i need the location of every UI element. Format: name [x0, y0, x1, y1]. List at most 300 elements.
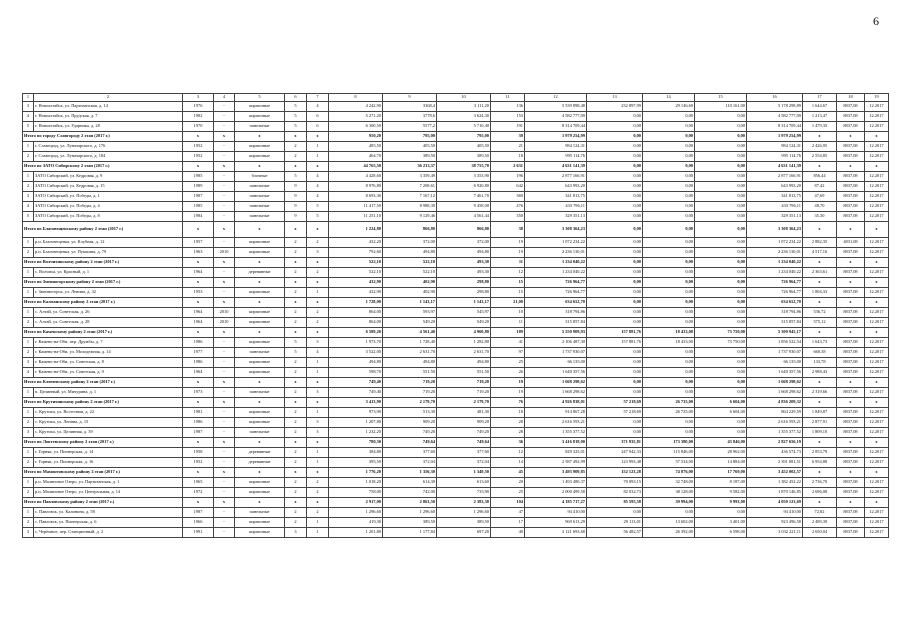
table-cell: 36: [491, 438, 525, 448]
table-cell: 12.2017: [865, 508, 889, 518]
table-row: [23, 508, 889, 518]
column-number: 12: [525, 94, 587, 102]
table-cell: р.п. Малиновое Озеро, ул. Партизанская, д. 1: [34, 478, 183, 488]
table-cell: 1952: [183, 458, 214, 468]
table-cell: 909,20: [383, 418, 437, 428]
table-row: [23, 478, 889, 488]
table-cell: 1964: [183, 308, 214, 318]
table-cell: 1964: [183, 318, 214, 328]
table-cell: 110 161,00: [695, 102, 747, 112]
table-cell: x: [837, 222, 865, 238]
table-cell: 1952: [183, 142, 214, 152]
table-row: [23, 288, 889, 298]
table-cell: 2: [285, 478, 307, 488]
table-cell: 0,00: [695, 288, 747, 298]
table-cell: 0,00: [587, 132, 643, 142]
table-cell: 1 668 298,62: [747, 388, 803, 398]
table-cell: 12.2017: [865, 202, 889, 212]
table-cell: -: [214, 172, 235, 182]
table-cell: 3368,4: [383, 102, 437, 112]
table-cell: -: [214, 182, 235, 192]
table-cell: 2 877,91: [803, 418, 837, 428]
table-cell: 8837,08: [837, 248, 865, 258]
table-cell: 341 813,75: [747, 192, 803, 202]
table-cell: -: [214, 478, 235, 488]
column-number: 8: [329, 94, 383, 102]
table-cell: 1966: [183, 518, 214, 528]
table-cell: x: [803, 328, 837, 338]
table-cell: Итого по Крутихинскому району 2 этап (2017 г.): [23, 398, 183, 408]
table-cell: 2: [23, 518, 34, 528]
table-cell: 2 616 593,21: [747, 418, 803, 428]
table-cell: блочные: [235, 172, 285, 182]
column-number: 2: [34, 94, 183, 102]
table-cell: 2 877 166,91: [747, 172, 803, 182]
table-cell: 395,50: [329, 458, 383, 468]
table-cell: 780,30: [329, 438, 383, 448]
table-cell: 1: [307, 518, 329, 528]
table-cell: 1: [23, 388, 34, 398]
table-cell: 1 668 298,62: [747, 378, 803, 388]
table-cell: 522,10: [329, 268, 383, 278]
table-cell: 8 314 709,44: [747, 122, 803, 132]
table-cell: 1: [307, 528, 329, 538]
table-cell: 432,20: [329, 238, 383, 248]
table-cell: x: [803, 162, 837, 172]
table-cell: панельные: [235, 122, 285, 132]
table-cell: 1 072 234,22: [747, 238, 803, 248]
table-row: [23, 448, 889, 458]
table-cell: 20: [491, 478, 525, 488]
table-cell: 6 920,80: [437, 182, 491, 192]
table-cell: 2010: [214, 318, 235, 328]
table-cell: 0,00: [643, 378, 695, 388]
table-cell: 1: [23, 268, 34, 278]
table-cell: 8837,08: [837, 508, 865, 518]
table-cell: 1: [307, 152, 329, 162]
table-cell: г. Новоалтайск, ул. Ударника, д. 28: [34, 122, 183, 132]
table-cell: 1977: [183, 348, 214, 358]
table-cell: -: [214, 142, 235, 152]
table-cell: 1973: [183, 388, 214, 398]
table-cell: 0,00: [643, 152, 695, 162]
table-cell: 8837,08: [837, 122, 865, 132]
table-cell: 4: [307, 102, 329, 112]
table-cell: 2: [285, 248, 307, 258]
table-cell: 3 416 818,00: [525, 438, 587, 448]
table-cell: x: [865, 298, 889, 308]
table-cell: 12.2017: [865, 318, 889, 328]
table-cell: 2 827 656,19: [747, 438, 803, 448]
table-cell: x: [803, 498, 837, 508]
table-cell: 9 458,00: [437, 202, 491, 212]
table-cell: 2: [285, 238, 307, 248]
table-cell: кирпичные: [235, 238, 285, 248]
table-cell: 950,20: [329, 132, 383, 142]
table-cell: 2010: [214, 248, 235, 258]
table-cell: с. Крутиха, ул. Ленина, д. 15: [34, 418, 183, 428]
table-cell: 2: [307, 318, 329, 328]
table-cell: x: [183, 132, 214, 142]
table-cell: x: [285, 258, 307, 268]
table-cell: 598,70: [329, 368, 383, 378]
table-cell: x: [307, 222, 329, 238]
table-cell: 1: [307, 448, 329, 458]
table-cell: -: [214, 122, 235, 132]
table-cell: 726 964,77: [747, 288, 803, 298]
table-cell: x: [183, 298, 214, 308]
table-cell: 12.2017: [865, 528, 889, 538]
table-cell: 2: [307, 478, 329, 488]
column-number: 10: [437, 94, 491, 102]
table-row: [23, 348, 889, 358]
table-cell: 8837,08: [837, 418, 865, 428]
table-cell: 318 794,86: [525, 308, 587, 318]
table-cell: 136: [491, 102, 525, 112]
table-cell: 2 650,04: [803, 528, 837, 538]
table-cell: x: [307, 328, 329, 338]
table-cell: г. Новоалтайск, ул. Прудская, д. 7: [34, 112, 183, 122]
table-cell: 0,00: [587, 212, 643, 222]
table-cell: 4 926 838,01: [525, 398, 587, 408]
table-cell: x: [214, 398, 235, 408]
table-cell: 0,00: [695, 358, 747, 368]
table-row: [23, 418, 889, 428]
table-cell: x: [865, 258, 889, 268]
table-cell: x: [837, 398, 865, 408]
table-cell: 1 355 377,52: [747, 428, 803, 438]
table-cell: 749,64: [383, 438, 437, 448]
table-cell: 4: [307, 172, 329, 182]
table-cell: x: [865, 468, 889, 478]
table-cell: 189: [491, 328, 525, 338]
table-cell: 436 574,73: [747, 448, 803, 458]
table-cell: 1 234 040,22: [747, 268, 803, 278]
table-cell: 87,42: [803, 182, 837, 192]
table-cell: 1 232,20: [329, 428, 383, 438]
table-cell: 32 748,00: [643, 478, 695, 488]
table-cell: 0,00: [643, 202, 695, 212]
table-cell: 1 282,80: [437, 338, 491, 348]
subtotal-row: [23, 468, 889, 478]
table-cell: р.п. Малиновое Озеро, ул. Центральная, д. 14: [34, 488, 183, 498]
table-cell: 0,00: [643, 368, 695, 378]
table-cell: x: [214, 468, 235, 478]
table-cell: x: [235, 222, 285, 238]
table-cell: 1: [23, 508, 34, 518]
table-cell: 389,50: [437, 518, 491, 528]
table-cell: x: [285, 298, 307, 308]
table-cell: 2: [285, 388, 307, 398]
table-cell: 2 236 130,01: [525, 248, 587, 258]
table-cell: 2 882,35: [803, 238, 837, 248]
table-cell: 12: [491, 268, 525, 278]
table-cell: кирпичные: [235, 478, 285, 488]
table-cell: 2: [307, 238, 329, 248]
table-cell: 726 964,77: [525, 288, 587, 298]
table-cell: -: [214, 358, 235, 368]
table-cell: x: [803, 132, 837, 142]
table-cell: г. Горняк, ул. Пионерская, д. 14: [34, 448, 183, 458]
table-cell: 864,00: [329, 308, 383, 318]
table-cell: x: [307, 258, 329, 268]
table-cell: 8837,08: [837, 318, 865, 328]
table-row: [23, 122, 889, 132]
table-cell: x: [865, 278, 889, 288]
table-cell: 0,00: [587, 368, 643, 378]
table-cell: 4 582 777,09: [525, 112, 587, 122]
table-cell: x: [285, 498, 307, 508]
table-cell: кирпичные: [235, 488, 285, 498]
table-cell: 3: [285, 528, 307, 538]
table-cell: 76: [491, 398, 525, 408]
table-cell: 247 942,33: [587, 448, 643, 458]
table-cell: 14: [491, 458, 525, 468]
table-cell: x: [235, 132, 285, 142]
table-cell: 464,70: [329, 152, 383, 162]
table-cell: 2 383,30: [437, 498, 491, 508]
table-cell: 29 146,60: [643, 102, 695, 112]
table-row: [23, 112, 889, 122]
table-cell: 12.2017: [865, 458, 889, 468]
table-cell: 0,00: [587, 418, 643, 428]
table-cell: x: [235, 298, 285, 308]
column-number: 1: [23, 94, 34, 102]
table-cell: 2: [285, 308, 307, 318]
table-cell: 0,00: [643, 112, 695, 122]
table-cell: 2: [285, 408, 307, 418]
table-cell: 28 962,00: [695, 448, 747, 458]
table-cell: панельные: [235, 388, 285, 398]
table-cell: 1 979 254,99: [525, 132, 587, 142]
table-cell: x: [837, 278, 865, 288]
table-cell: 2: [307, 508, 329, 518]
table-row: [23, 192, 889, 202]
table-cell: 4: [23, 112, 34, 122]
table-cell: 2: [23, 318, 34, 328]
table-cell: 1 349,50: [437, 468, 491, 478]
table-cell: р.п. Благовещенка, ул. Пушкина, д. 79: [34, 248, 183, 258]
table-cell: 0,00: [643, 318, 695, 328]
table-cell: 14 884,00: [695, 458, 747, 468]
table-cell: 4 428,60: [329, 172, 383, 182]
table-cell: 1972: [183, 488, 214, 498]
table-cell: 2: [285, 268, 307, 278]
table-cell: 1 728,00: [329, 298, 383, 308]
table-cell: 522,10: [383, 258, 437, 268]
table-cell: 719,20: [437, 388, 491, 398]
table-cell: 12.2017: [865, 288, 889, 298]
table-cell: 8837,08: [837, 152, 865, 162]
table-cell: 11: [491, 258, 525, 268]
table-cell: 0,00: [695, 222, 747, 238]
table-cell: 26 735,00: [643, 398, 695, 408]
table-row: [23, 408, 889, 418]
table-cell: 389,50: [437, 152, 491, 162]
table-cell: 73 750,00: [695, 338, 747, 348]
table-cell: 8837,08: [837, 142, 865, 152]
table-cell: x: [235, 438, 285, 448]
table-row: [23, 202, 889, 212]
table-cell: 3 452 002,57: [747, 468, 803, 478]
table-cell: x: [183, 328, 214, 338]
table-row: [23, 518, 889, 528]
table-cell: x: [214, 298, 235, 308]
table-cell: 5 710,40: [437, 122, 491, 132]
table-cell: 3 308 364,23: [525, 222, 587, 238]
table-cell: 0,00: [587, 162, 643, 172]
table-cell: 0,00: [695, 152, 747, 162]
table-cell: 173 380,00: [643, 438, 695, 448]
subtotal-row: [23, 398, 889, 408]
table-cell: x: [803, 438, 837, 448]
table-cell: 1 201,80: [329, 528, 383, 538]
table-cell: 1952: [183, 152, 214, 162]
table-cell: 0,00: [695, 258, 747, 268]
table-cell: 5 539 898,48: [525, 102, 587, 112]
table-cell: -: [214, 112, 235, 122]
subtotal-row: [23, 132, 889, 142]
table-cell: x: [837, 132, 865, 142]
table-cell: 726 964,77: [747, 278, 803, 288]
table-cell: 0,00: [695, 508, 747, 518]
table-cell: 0,00: [643, 308, 695, 318]
table-cell: 1964: [183, 268, 214, 278]
table-cell: ЗАТО Сибирский, ул. Победы, д. 4: [34, 202, 183, 212]
table-cell: x: [803, 222, 837, 238]
table-cell: 66 135,00: [525, 358, 587, 368]
table-cell: 5: [285, 338, 307, 348]
table-cell: x: [235, 162, 285, 172]
table-cell: 12.2017: [865, 182, 889, 192]
table-cell: 6 954,88: [803, 458, 837, 468]
table-cell: с. Павловск, ул. Калинина, д. 58: [34, 508, 183, 518]
table-cell: x: [837, 468, 865, 478]
table-cell: 3778,6: [383, 112, 437, 122]
table-cell: 8837,08: [837, 388, 865, 398]
table-cell: 795,00: [383, 132, 437, 142]
table-cell: 1 356,30: [383, 468, 437, 478]
table-cell: 0,00: [643, 278, 695, 288]
table-cell: x: [285, 222, 307, 238]
table-cell: ЗАТО Сибирский, ул. Победы, д. 1: [34, 192, 183, 202]
table-cell: 12.2017: [865, 418, 889, 428]
table-cell: 3 493 909,85: [525, 468, 587, 478]
table-cell: 5: [285, 122, 307, 132]
table-cell: панельные: [235, 202, 285, 212]
table-cell: 12: [491, 448, 525, 458]
table-cell: 0,00: [695, 202, 747, 212]
table-cell: 3: [23, 528, 34, 538]
table-cell: 3 111,20: [437, 102, 491, 112]
table-cell: г. Камень-на-Оби, пер. Дружбы, д. 7: [34, 338, 183, 348]
table-cell: 0,00: [587, 298, 643, 308]
table-cell: 995 114,76: [747, 152, 803, 162]
page-number: 6: [873, 14, 879, 28]
table-cell: 9 993,00: [695, 498, 747, 508]
table-cell: 12.2017: [865, 478, 889, 488]
table-cell: x: [803, 398, 837, 408]
table-cell: 593,97: [383, 308, 437, 318]
table-cell: 5 550 909,93: [525, 328, 587, 338]
table-cell: 749,64: [437, 438, 491, 448]
table-cell: 984 124,31: [525, 142, 587, 152]
table-cell: -: [214, 202, 235, 212]
table-cell: 792,60: [329, 248, 383, 258]
table-cell: 12.2017: [865, 308, 889, 318]
table-cell: 2: [307, 488, 329, 498]
table-cell: 481,30: [437, 408, 491, 418]
table-cell: 12.2017: [865, 192, 889, 202]
table-cell: ЗАТО Сибирский, ул. Кедровая, д. 9: [34, 172, 183, 182]
table-cell: x: [214, 438, 235, 448]
table-cell: 1 737 930,07: [747, 348, 803, 358]
table-cell: 4: [23, 202, 34, 212]
table-cell: x: [285, 278, 307, 288]
table-cell: 12.2017: [865, 338, 889, 348]
table-cell: x: [803, 378, 837, 388]
table-cell: 0,00: [643, 212, 695, 222]
table-cell: 1 296,60: [329, 508, 383, 518]
table-cell: 133,78: [803, 358, 837, 368]
table-cell: 0,00: [587, 308, 643, 318]
table-cell: 642: [491, 182, 525, 192]
table-cell: 12.2017: [865, 488, 889, 498]
table-cell: 1957: [183, 238, 214, 248]
table-cell: 1 207,80: [329, 418, 383, 428]
table-cell: 9: [285, 182, 307, 192]
subtotal-row: [23, 498, 889, 508]
table-cell: 12.2017: [865, 428, 889, 438]
table-cell: 0,00: [587, 152, 643, 162]
table-cell: x: [837, 258, 865, 268]
table-cell: кирпичные: [235, 142, 285, 152]
table-cell: 350: [491, 212, 525, 222]
table-cell: 476: [491, 202, 525, 212]
table-cell: 1 870 146,85: [747, 488, 803, 498]
table-cell: 719,20: [383, 388, 437, 398]
table-cell: 984 124,31: [747, 142, 803, 152]
table-cell: 0,00: [695, 182, 747, 192]
table-cell: 1: [23, 478, 34, 488]
table-cell: x: [837, 378, 865, 388]
table-cell: 3 308 364,23: [747, 222, 803, 238]
table-cell: 8837,08: [837, 182, 865, 192]
table-cell: 2 363,61: [803, 268, 837, 278]
table-cell: 795,00: [437, 132, 491, 142]
table-cell: 1 143,17: [383, 298, 437, 308]
subtotal-row: [23, 378, 889, 388]
table-cell: 0,00: [643, 192, 695, 202]
table-cell: 735,90: [437, 488, 491, 498]
table-cell: 2 696,08: [803, 488, 837, 498]
table-cell: 2 631: [491, 162, 525, 172]
table-cell: 12.2017: [865, 518, 889, 528]
table-cell: кирпичные: [235, 152, 285, 162]
table-cell: 13 602,00: [643, 518, 695, 528]
table-row: [23, 212, 889, 222]
table-cell: 10: [491, 308, 525, 318]
table-cell: 1: [23, 338, 34, 348]
table-cell: x: [214, 162, 235, 172]
table-cell: 70 093,15: [587, 478, 643, 488]
table-cell: 0,00: [695, 122, 747, 132]
table-cell: 38: [491, 222, 525, 238]
table-cell: 2: [285, 448, 307, 458]
table-cell: x: [235, 498, 285, 508]
table-cell: 74 876,00: [643, 468, 695, 478]
table-cell: 157 881,76: [587, 328, 643, 338]
